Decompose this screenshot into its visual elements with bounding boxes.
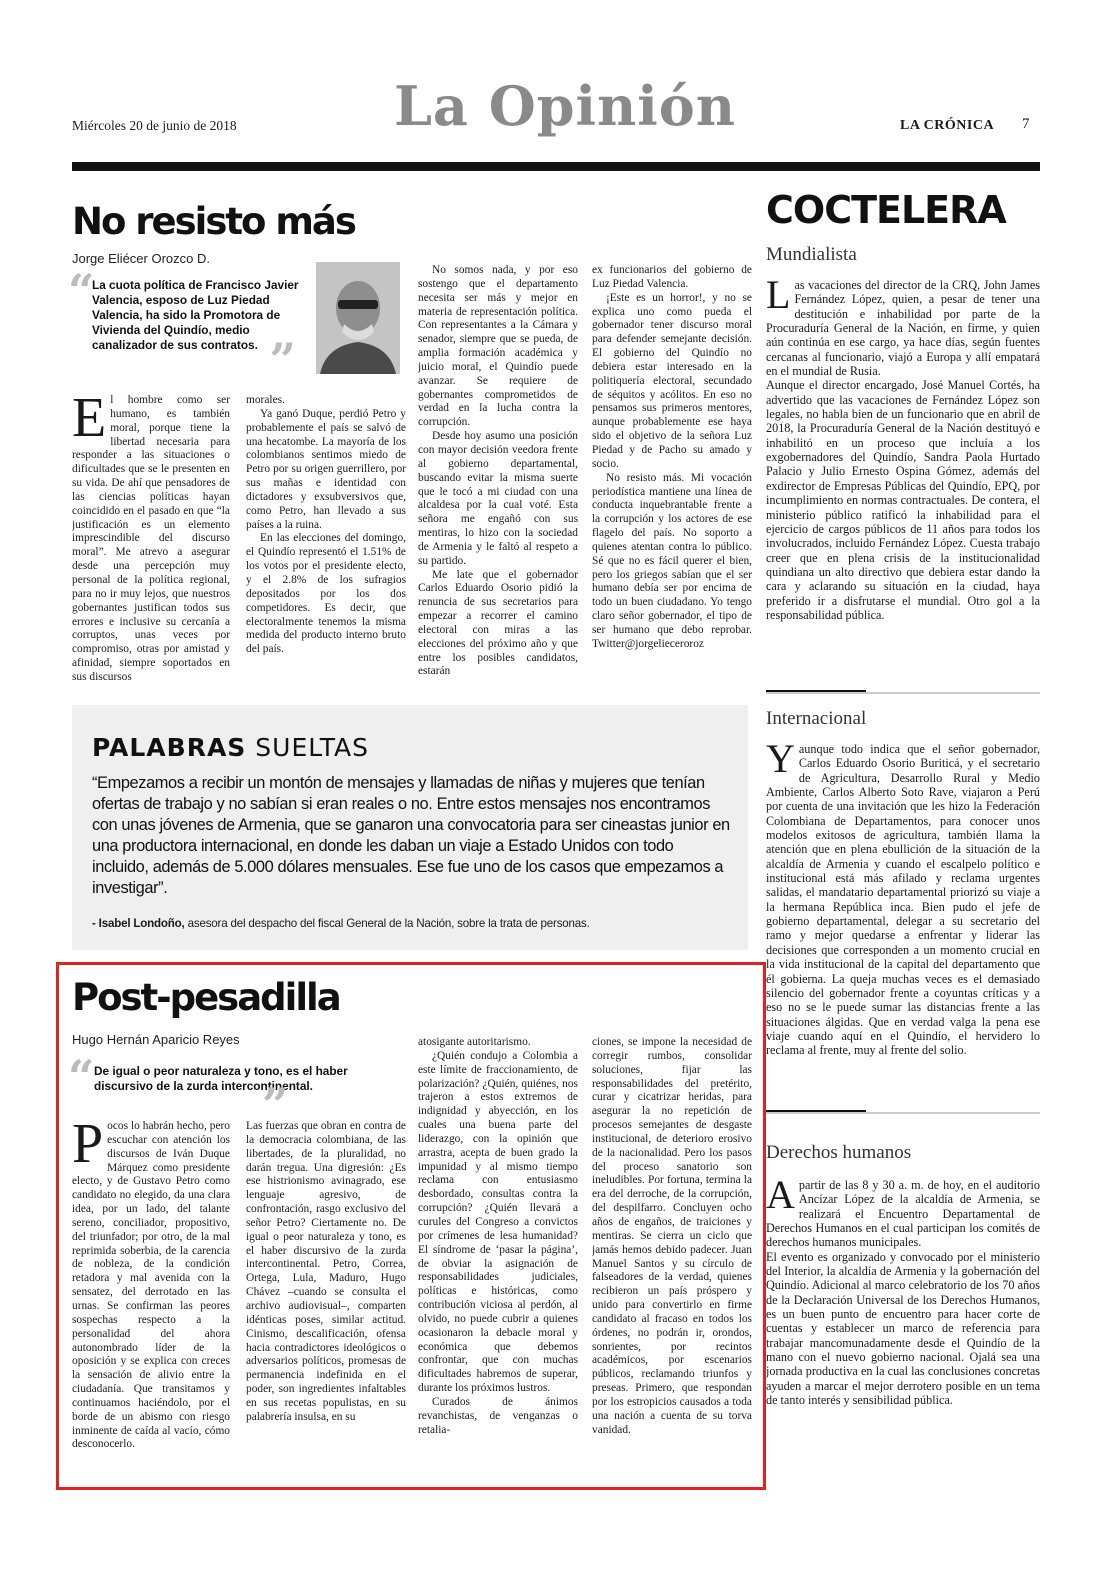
article-column-3: atosigante autoritarismo. ¿Quién condujo a Colombia a este límite de fraccionamiento, de polarización? ¿Quién, quiénes, nos trajeron a estos extremos de indignidad y abyección, en los cuales una buena parte del liderazgo, con la opinión que arrastra, acepta de buen grado la impunidad y al mismo tiempo reclama con entusiasmo desbordado, consultas contra la corrupción? ¿Quién llevará a curules del Congreso a convictos por crímenes de lesa humanidad? El síndrome de ‘pasar la página’, de obviar la asignación de responsabilidades judiciales, políticas e históricas, como contribución viciosa al perdón, al olvido, no puede cubrir a quienes ocasionaron la debacle moral y económica que debemos confrontar, que con muchas dificultades habremos de superar, durante los próximos lustros. Curados de ánimos revanchistas, de venganzas o retalia-	[418, 1036, 578, 1436]
close-quote-icon: ”	[269, 333, 296, 387]
coctelera-section-title: Internacional	[766, 708, 867, 729]
article-byline: Jorge Eliécer Orozco D.	[72, 251, 210, 266]
coctelera-section-text: Yaunque todo indica que el señor gobernador, Carlos Eduardo Osorio Buriticá, y el secretario de Agricultura, Desarrollo Rural y Medio Ambiente, Carlos Alberto Soto Rave, viajaron a Perú por cuenta de una invitación que les hizo la Federación Colombiana de Departamentos, para conocer unos modelos exitosos de agricultura, también llama la atención que en plena ebullición de la situación de la alcaldía de Armenia y cuando el escalpelo político e institucional está más afilado y reclama urgentes salidas, el mandatario departamental priorizó su viaje a la hermana República inca. Bien pudo el jefe de gobierno departamental, delegar a su secretario del ramo y mejor quedarse a enfrentar y liderar las decisiones que corresponden a un momento crucial en la vida institucional de la capital del departamento que él gobierna. La queja muchas veces es el demasiado silencio del gobernador frente a coyuntas críticas y a eso no se le puede sumar las distancias frente a las situaciones álgidas. Que en verdad valga la pena ese viaje cuando aquí en el Quindío, el hervidero lo reclama al frente, muy al frente del solio.	[766, 742, 1040, 1058]
article-title: Post-pesadilla	[72, 976, 340, 1019]
issue-date: Miércoles 20 de junio de 2018	[72, 118, 237, 133]
header-rule	[72, 162, 1040, 171]
article-column-2: Las fuerzas que obran en contra de la democracia colombiana, de las libertades, de la pluralidad, no darán tregua. Una digresión: ¿Es ese histrionismo avinagrado, ese lenguaje agresivo, de confrontación, rasgo exclusivo del señor Petro? Ciertamente no. De igual o peor naturaleza y tono, es el haber discursivo de la zurda intercontinental. Petro, Correa, Ortega, Lula, Maduro, Hugo Chávez –cuando se consulta el archivo audiovisual–, comparten idénticas poses, similar actitud. Cinismo, descalificación, ofensa hacia contradictores ideológicos o adversarios políticos, promesas de permanencia indefinida en el poder, son ingredientes infaltables en sus recetas populistas, en su palabrería insulsa, en su	[246, 1120, 406, 1423]
dropcap: Y	[766, 742, 795, 781]
palabras-title: PALABRAS SUELTAS	[92, 733, 370, 762]
coctelera-section-title: Mundialista	[766, 244, 857, 265]
article-byline: Hugo Hernán Aparicio Reyes	[72, 1032, 240, 1047]
pullquote	[68, 1050, 408, 1132]
article-column-3: No somos nada, y por eso sostengo que el departamento necesita ser más y mejor en materia de representación política. Con representantes a la Cámara y senador, siempre que se pueda, de amplia formación académica y juicio moral, el Quindío puede avanzar. Se requiere de gobernantes comprometidos de verdad en la lucha contra la corrupción. Desde hoy asumo una posición con mayor decisión veedora frente al gobierno departamental, buscando evitar la misma suerte que le tocó a mi ciudad con una alcaldesa por la cual voté. Esta señora me engañó con sus mentiras, lo hizo con la sociedad de Armenia y le faltó al respeto a su partido. Me late que el gobernador Carlos Eduardo Osorio pidió la renuncia de sus secretarios para empezar a recorrer el camino electoral con miras a las elecciones del próximo año y que entre los posibles candidatos, estarán	[418, 264, 578, 678]
article-column-4: ex funcionarios del gobierno de Luz Piedad Valencia. ¡Este es un horror!, y no se explica uno como pueda el gobernador tener discurso moral para defender semejante decisión. El gobierno del Quindío no debiera estar interesado en la politiquería electoral, secundado de séquitos y acólitos. En eso no pensamos sus primeros mentores, aunque probablemente ese haya sido el objetivo de la señora Luz Piedad y de Pacho su amado y socio. No resisto más. Mi vocación periodística mantiene una línea de conducta inquebrantable frente a la corrupción y los actores de ese flagelo del país. No soporto a quienes atentan contra lo público. Sé que no es fácil querer el bien, pero los griegos sabían que el ser humano debía ser por encima de todo un buen ciudadano. Yo tengo claro señor gobernador, el tipo de ser humano que debo reprobar. Twitter@jorgelieceroroz	[592, 264, 752, 650]
coctelera-section-text: Las vacaciones del director de la CRQ, John James Fernández López, quien, a pesar de tener una destitución e inhabilidad por parte de la Procuraduría General de la Nación, en firme, y quien aún continúa en ese cargo, ya hace días, según fuentes cercanas al funcionario, viajó a Europa y allí empatará en el mundial de Rusia. Aunque el director encargado, José Manuel Cortés, ha advertido que las vacaciones de Fernández López son legales, no habla bien de un funcionario que en abril de 2018, la Procuraduría General de la Nación destituyó e inhabilitó en un proceso que incluía a los exgobernadores del Quindío, Sandra Paola Hurtado Palacio y Julio Ernesto Ospina Gómez, además del exdirector de Empresas Públicas del Quindío, EPQ, por incumplimiento en normas contractuales. De contera, el ministerio público ratificó la inhabilidad para el ejercicio de cargos públicos de 11 años para todos los involucrados, incluido Fernández López. Cuesta trabajo creer que en plena crisis de la institucionalidad quindiana un alto directivo que debiera estar dando la cara y aclarando su situación en la ciudad, haya preferido ir a disfrutarse el mundial. Otro gol a la responsabilidad pública.	[766, 278, 1040, 622]
open-quote-icon: “	[68, 1050, 95, 1104]
article-column-2: morales. Ya ganó Duque, perdió Petro y probablemente el país se salvó de una hecatombe. La mayoría de los colombianos sentimos miedo de Petro por su origen guerrillero, por sus mañas e identidad con dictadores y exsubversivos que, como Petro, han llevado a sus países a la ruina. En las elecciones del domingo, el Quindío representó el 1.51% de los votos por el presidente electo, y el 2.8% de los sufragios depositados por los dos competidores. Es decir, que electoralmente tenemos la misma medida del producto interno bruto del país.	[246, 394, 406, 656]
newspaper-name: LA CRÓNICA	[900, 118, 995, 133]
pullquote-text: De igual o peor naturaleza y tono, es el haber discursivo de la zurda intercontinental.	[94, 1064, 348, 1093]
palabras-source: - Isabel Londoño, asesora del despacho del fiscal General de la Nación, sobre la trata de personas.	[92, 917, 590, 930]
section-divider-thin	[766, 692, 1040, 694]
open-quote-icon: “	[68, 264, 95, 318]
coctelera-section-title: Derechos humanos	[766, 1142, 912, 1163]
page-number: 7	[1022, 116, 1030, 132]
author-portrait-icon	[316, 262, 400, 374]
dropcap: A	[766, 1178, 795, 1217]
coctelera-section-text: Apartir de las 8 y 30 a. m. de hoy, en el auditorio Ancízar López de la alcaldía de Armenia, se realizará el Encuentro Departamental de Derechos Humanos en el cual participan los comités de derechos humanos municipales. El evento es organizado y convocado por el ministerio del Interior, la alcaldía de Armenia y la gobernación del Quindío. Adicional al marco celebratorio de los 70 años de la Declaración Universal de los Derechos Humanos, es un buen punto de encuentro para hacer corte de cuentas y establecer un marco de referencia para trabajar mancomunadamente desde el Quindío de la mano con el nuevo gobierno nacional. Ojalá sea una jornada productiva en la cual las conclusiones concretas ayuden a marcar el mejor derrotero posible en un tema de tanto interés y sensibilidad pública.	[766, 1178, 1040, 1408]
article-column-1: Pocos lo habrán hecho, pero escuchar con atención los discursos de Iván Duque Márquez como presidente electo, y de Gustavo Petro como candidato no elegido, da una clara idea, por un lado, del talante sereno, conciliador, propositivo, del triunfador; por otro, de la mal reprimida soberbia, de la carencia de nobleza, de la condición retadora y mal avenida con la sensatez, del derrotado en las urnas. Se confirman las peores sospechas respecto a la personalidad del ahora autonombrado líder de la oposición y se explica con creces la sensación de alivio entre la ciudadanía. Que transitamos y continuamos haciéndolo, por el borde de un abismo con riesgo inminente de caída al vacío, cómo desconocerlo.	[72, 1120, 230, 1451]
article-column-1: El hombre como ser humano, es también moral, porque tiene la libertad necesaria para responder a las situaciones o dificultades que se le presenten en su vida. De ahí que pensadores de las ciencias políticas hayan coincidido en el pasado en que “la justificación es un elemento imprescindible del discurso moral”. Me atrevo a asegurar desde una percepción muy personal de la política regional, para no ir muy lejos, que nuestros gobernantes justifican todos sus errores e inclusive su cercanía a corruptos, unas veces por compromiso, otras por amistad y afinidad, siempre soportados en sus discursos	[72, 394, 230, 683]
pullquote-text: La cuota política de Francisco Javier Valencia, esposo de Luz Piedad Valencia, ha sido la Promotora de Vivienda del Quindío, medio canalizador de sus contratos.	[92, 278, 299, 352]
section-masthead: La Opinión	[393, 74, 737, 138]
article-title: No resisto más	[72, 200, 355, 243]
dropcap: L	[766, 278, 791, 317]
close-quote-icon: ”	[262, 1078, 289, 1132]
article-column-4: ciones, se impone la necesidad de corregir rumbos, consolidar soluciones, fijar las responsabilidades del pretérito, curar y cicatrizar heridas, para asegurar la no repetición de procesos semejantes de desgaste institucional, de deterioro erosivo de la nacionalidad. Pero los pasos del proceso sanatorio son ineludibles. Por fortuna, termina la era del derroche, de la corrupción, del despilfarro. Concluyen ocho años de engaños, de traiciones y mentiras. Se cierra un ciclo que jamás hemos debido padecer. Juan Manuel Santos y su círculo de falseadores de la verdad, quienes recibieron un país próspero y unido para convertirlo en firme candidato al fracaso en todos los órdenes, no podrán ir, orondos, sonrientes, por recintos académicos, por escenarios públicos, reclamando triunfos y preseas. Primero, que respondan por los estropicios causados a toda una nación a cuenta de su torva vanidad.	[592, 1036, 752, 1436]
section-divider-thin	[766, 1112, 1040, 1114]
author-photo	[316, 262, 400, 374]
dropcap: E	[72, 394, 107, 449]
dropcap: P	[72, 1120, 104, 1175]
coctelera-title: COCTELERA	[766, 188, 1006, 232]
palabras-quote: “Empezamos a recibir un montón de mensajes y llamadas de niñas y mujeres que tenían ofertas de trabajo y no sabían si eran reales o no. Entre estos mensajes nos encontramos con unas jóvenes de Armenia, que se ganaron una convocatoria para ser cineastas junior en una productora internacional, en donde les daban un viaje a Estado Unidos con todo incluido, además de 5.000 dólares mensuales. Ese fue uno de los casos que empezamos a investigar”.	[92, 774, 730, 897]
pullquote	[68, 264, 308, 387]
